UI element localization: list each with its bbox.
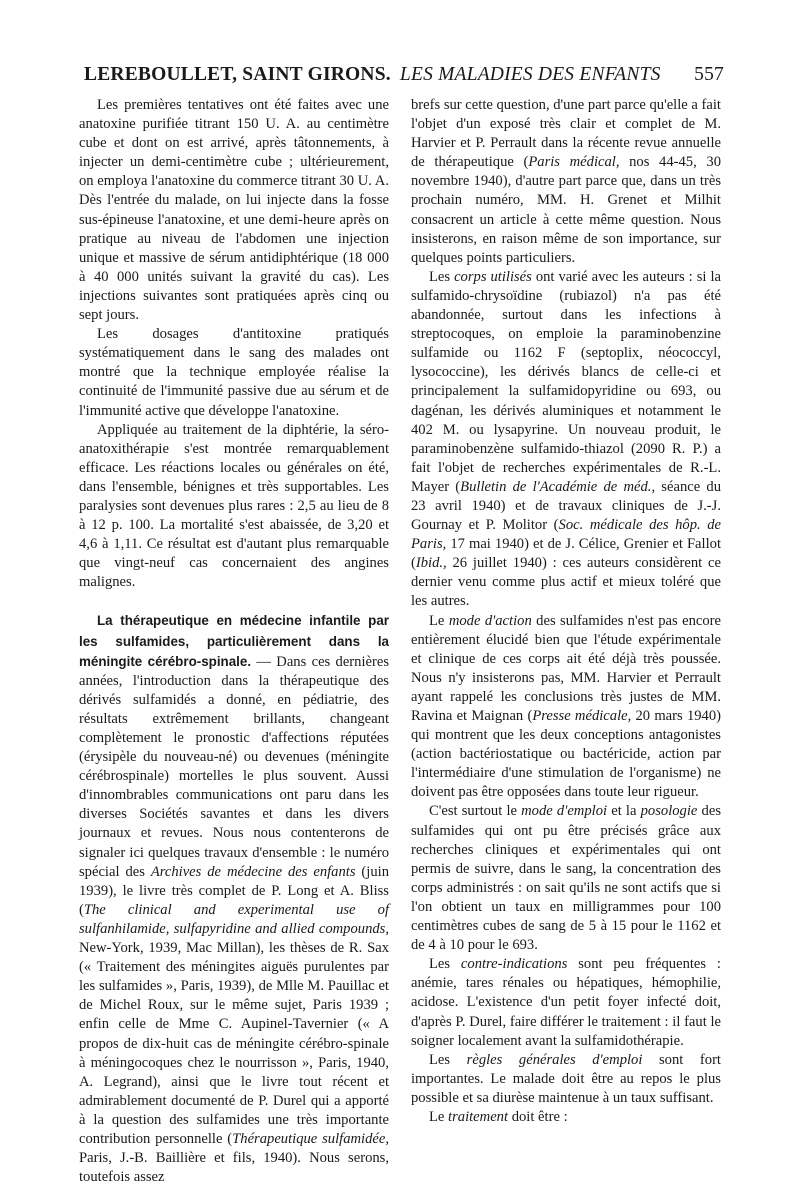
text-run: (juin 1939), le livre très complet de P. Long et A. Bliss (: [79, 863, 389, 918]
text-run: 20 mars 1940) qui montrent que les deux conceptions antagonistes (action bactériostatique ou bactéricide, action par l'intermédiaire d'une stimulation de l'organisme) ne doivent pas être opposées dans toute leur rigueur.: [411, 708, 721, 801]
emphasis: corps utilisés: [454, 268, 532, 285]
text-run: Paris, J.-B. Baillière et fils, 1940). Nous serons, toutefois assez: [79, 1150, 389, 1186]
citation-title: Presse médicale,: [532, 708, 632, 724]
citation-title: Ibid.,: [415, 555, 447, 572]
text-run: des sulfamides qui ont pu être précisés grâce aux recherches cliniques et expérimentales qui ont permis de suivre, dans le sang, la concentration des corps administrés : on sait qu'ils ne sont actifs que si l'on obtient un taux en milligrammes pour 100 centimètres cubes de sang de 5 à 15 pour le 1162 et de 4 à 10 pour le 693.: [411, 803, 722, 954]
citation-title: Soc. médicale des hôp. de Paris,: [411, 517, 721, 553]
text-run: ont varié avec les auteurs : si la sulfamido-chrysoïdine (rubiazol) n'a pas été abandonnée, surtout dans les infections à streptocoques, on emploie la paraminobenzine sulfamide ou 1162 F (septoplix, néococcyl, lysococcine), les dérivés blancs de celle-ci et principalement la sulfamidopyridine ou 693, ou dagénan, les dérivés aluminiques et notamment le 402 M. ou lysapyrine. Un nouveau produit, le paraminobenzène sulfamido-thiazol (2090 R. P.) a fait l'objet de recherches expérimentales de R.-L. Mayer (: [411, 268, 721, 495]
emphasis: traitement: [448, 1108, 509, 1125]
paragraph: [411, 802, 721, 955]
text-run: 17 mai 1940) et de J. Célice, Grenier et Fallot (: [411, 536, 721, 572]
paragraph-section: [79, 611, 389, 1187]
citation-title: Paris médical,: [528, 154, 620, 171]
emphasis: règles générales d'emploi: [466, 1051, 643, 1068]
running-header: [84, 64, 724, 88]
text-run: sont peu fréquentes : anémie, tares rénales ou hépatiques, hémophilie, acidose. L'existence d'un petit foyer infecté doit, d'après P. Durel, faire différer le traitement : il faut le soigner localement avant la sulfamidothérapie.: [411, 956, 721, 1049]
text-run: séance du 23 avril 1940) et de travaux cliniques de J.-J. Gournay et P. Molitor (: [411, 478, 721, 534]
text-run: Le: [429, 1108, 449, 1125]
emphasis: mode d'emploi: [521, 803, 608, 820]
text-run: Les: [429, 1051, 467, 1068]
text-run: des sulfamides n'est pas encore entièrement élucidé bien que l'étude expérimentale et clinique de ces corps ait été déjà très poussée. Nous n'y insisterons pas, MM. Harvier et Perrault ayant rappelé les conclusions très justes de MM. Ravina et Maignan (: [411, 612, 722, 724]
paragraph: [411, 1108, 721, 1127]
citation-title: Archives de médecine des enfants: [150, 863, 356, 880]
paragraph: [411, 612, 721, 803]
text-run: — Dans ces dernières années, l'introduction dans la thérapeutique des dérivés sulfamidés a donné, en pédiatrie, des résultats extrêmement brillants, changeant complètement le pronostic d'affections réputées (érysipèle du nouveau-né) ou devenues (méningite cérébrospinale) mortelles le plus souvent. Aussi d'innombrables communications ont paru dans les diverses Sociétés savantes et dans les divers journaux et revues. Nous nous contenterons de signaler ici quelques travaux d'ensemble : le numéro spécial des: [79, 653, 390, 880]
text-run: nos 44-45, 30 novembre 1940), d'autre part parce que, dans un très prochain numéro, MM. H. Grenet et Milhit consacrent un article à cette même question. Nous insisterons, en raison même de son importance, sur quelques points particuliers.: [411, 154, 721, 266]
emphasis: posologie: [640, 803, 698, 820]
paragraph: Appliquée au traitement de la diphtérie, la séro-anatoxithérapie s'est montrée remarquablement efficace. Les réactions locales ou générales on été, dans l'ensemble, bénignes et très supportables. Les paralysies sont devenues plus rares : 2,5 au lieu de 8 à 12 p. 100. La mortalité s'est abaissée, de 3,20 et 4,6 à 1,11. Ce résultat est d'autant plus remarquable que vingt-neuf cas concernaient des angines malignes.: [79, 421, 389, 591]
text-run: Le: [429, 612, 449, 629]
text-run: 26 juillet 1940) : ces auteurs considèrent ce dernier venu comme plus actif et mieux toléré que les autres.: [411, 555, 721, 610]
paragraph: [411, 268, 721, 612]
header-title: LES MALADIES DES ENFANTS: [399, 64, 661, 85]
text-run: New-York, 1939, Mac Millan), les thèses de R. Sax (« Traitement des méningites aiguës purulentes par les sulfamides », Paris, 1939), de Mlle M. Pauillac et de Michel Roux, sur le même sujet, Paris 1939 ; enfin celle de Mme C. Aupinel-Tavernier (« A propos de dix-huit cas de méningite cérébro-spinale à méningocoques chez le nourrisson », Paris, 1940, A. Legrand), ainsi que le livre tout récent et admirablement documenté de P. Durel qui a apporté à la question des sulfamides une très importante contribution personnelle (: [79, 940, 389, 1147]
paragraph: [411, 1051, 721, 1108]
emphasis: mode d'action: [448, 612, 532, 629]
citation-title: The clinical and experimental use of sulfanhilamide, sulfapyridine and allied compounds,: [79, 901, 389, 937]
text-run: doit être :: [508, 1108, 568, 1125]
paragraph: Les premières tentatives ont été faites avec une anatoxine purifiée titrant 150 U. A. au centimètre cube et dont on est arrivé, après tâtonnements, à injecter un demi-centimètre cube ; ultérieurement, on employa l'anatoxine du commerce titrant 30 U. A. Dès l'entrée du malade, on lui injecte dans la fosse sus-épineuse l'anatoxine, et une demi-heure après on pratique au niveau de l'abdomen une injection unique et massive de sérum antidiphtérique (18 000 à 40 000 unités suivant la gravité du cas). Les injections suivantes sont pratiquées après cinq ou sept jours.: [79, 97, 389, 324]
text-run: sont fort importantes. Le malade doit être au repos le plus possible et sa diurèse maintenue à un taux suffisant.: [411, 1051, 721, 1106]
paragraph: Les dosages d'antitoxine pratiqués systématiquement dans le sang des malades ont montré que la technique employée réalise la continuité de l'immunité passive due au sérum et de l'immunité active que développe l'anatoxine.: [79, 326, 389, 419]
text-run: C'est surtout le: [429, 803, 522, 820]
text-run: Les: [429, 956, 461, 973]
text-run: brefs sur cette question, d'une part parce qu'elle a fait l'objet d'un exposé très clair et complet de M. Harvier et P. Perrault dans la récente revue annuelle de thérapeutique (: [411, 97, 721, 171]
citation-title: Thérapeutique sulfamidée,: [232, 1130, 389, 1147]
page-number: 557: [694, 64, 724, 85]
paragraph: [411, 96, 721, 268]
paragraph: [411, 955, 721, 1050]
text-run: Les: [429, 268, 455, 285]
header-authors: LEREBOULLET, SAINT GIRONS.: [84, 64, 391, 85]
emphasis: contre-indications: [460, 956, 568, 973]
text-run: et la: [607, 803, 641, 820]
right-column: [411, 96, 721, 1127]
section-title: La thérapeutique en médecine infantile par les sulfamides, particulièrement dans la méningite cérébro-spinale.: [79, 613, 389, 669]
citation-title: Bulletin de l'Académie de méd.,: [460, 478, 656, 495]
left-column: [79, 96, 389, 1187]
